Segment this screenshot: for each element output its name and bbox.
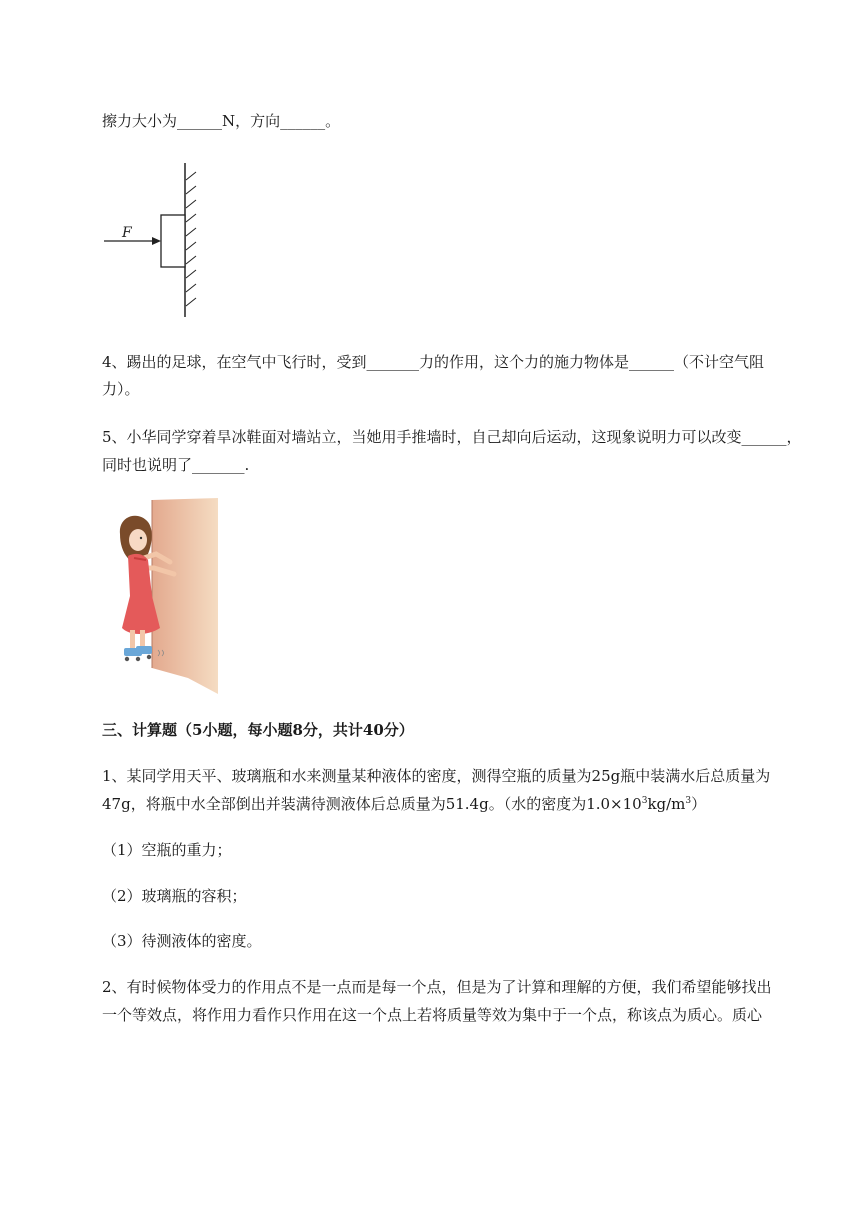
block [161, 215, 185, 267]
calc-question-2-line-2: 一个等效点，将作用力看作只作用在这一个点上若将质量等效为集中于一个点，称该点为质心。质心 [102, 1006, 763, 1024]
question-5-line-2: 同时也说明了_______. [102, 456, 250, 474]
exponent: 3 [685, 796, 692, 806]
sub-question-2: （2）玻璃瓶的容积； [102, 887, 247, 905]
line-2-text: 47g，将瓶中水全部倒出并装满待测液体后总质量为51.4g。（水的密度为1.0×10 [102, 795, 642, 813]
section-3-heading: 三、计算题（5小题，每小题8分，共计40分） [102, 721, 414, 739]
force-label: F [122, 225, 132, 241]
girl-pushing-wall-illustration [108, 496, 220, 696]
exponent: 3 [641, 796, 648, 806]
calc-question-1-line-2 [102, 794, 706, 814]
calc-question-2-line-1: 2、有时候物体受力的作用点不是一点而是每一个点，但是为了计算和理解的方便，我们希望能够找出 [102, 978, 772, 996]
force-wall-figure [100, 160, 210, 320]
wall [152, 498, 218, 694]
closing-paren: ） [691, 795, 707, 813]
sub-question-1: （1）空瓶的重力； [102, 841, 232, 859]
question-4-line-2: 力）。 [102, 380, 140, 398]
calc-question-1-line-1: 1、某同学用天平、玻璃瓶和水来测量某种液体的密度，测得空瓶的质量为25g瓶中装满水后总质量为 [102, 767, 771, 785]
question-4-line-1: 4、踢出的足球，在空气中飞行时，受到_______力的作用，这个力的施力物体是______（不计空气阻 [102, 353, 765, 371]
question-5-line-1: 5、小华同学穿着旱冰鞋面对墙站立，当她用手推墙时，自己却向后运动，这现象说明力可以改变______， [102, 428, 802, 446]
unit: kg/m [647, 795, 686, 813]
sub-question-3: （3）待测液体的密度。 [102, 932, 262, 950]
line-1: 擦力大小为______N，方向______。 [102, 112, 341, 130]
